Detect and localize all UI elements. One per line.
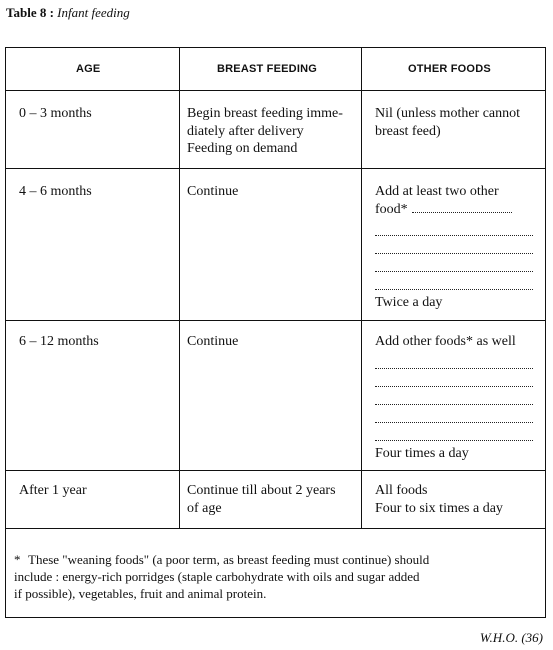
row3-other-line: Add other foods* as well: [375, 334, 516, 349]
row1-breast-line: diately after delivery: [187, 123, 304, 139]
row4-other-line: Four to six times a day: [375, 500, 503, 516]
row2-other-line: [375, 201, 533, 219]
fill-in-dotted-line: [375, 277, 533, 290]
fill-in-dotted-line: [412, 212, 512, 213]
fill-in-dotted-line: [375, 241, 533, 254]
row-divider: [6, 320, 545, 321]
footnote: [5, 529, 546, 618]
fill-in-dotted-line: [375, 259, 533, 272]
row2-age: 4 – 6 months: [19, 184, 92, 199]
caption-label: Table 8 :: [6, 5, 54, 20]
caption-title: Infant feeding: [57, 5, 130, 20]
row-divider: [6, 470, 545, 471]
fill-in-dotted-line: [375, 223, 533, 236]
footnote-text: These "weaning foods" (a poor term, as breast feeding must continue) should: [28, 552, 430, 567]
row1-other-line: Nil (unless mother cannot: [375, 106, 521, 121]
table-caption: [6, 5, 130, 21]
footnote-line: include : energy-rich porridges (staple carbohydrate with oils and sugar added: [14, 569, 420, 584]
row4-breast: [187, 482, 336, 517]
header-age: AGE: [76, 63, 101, 75]
row2-breast: Continue: [187, 184, 239, 199]
infant-feeding-table: [5, 47, 546, 529]
row3-breast: Continue: [187, 334, 239, 349]
row4-other-line: All foods: [375, 483, 428, 498]
row-divider: [6, 168, 545, 169]
fill-in-dotted-line: [375, 392, 533, 405]
row1-breast: [187, 105, 343, 158]
fill-in-dotted-line: [375, 374, 533, 387]
row4-other: [375, 482, 503, 517]
column-divider: [361, 48, 362, 528]
row2-other-food: food*: [375, 201, 408, 217]
fill-in-dotted-line: [375, 356, 533, 369]
row2-other: [375, 183, 533, 312]
fill-in-dotted-line: [375, 410, 533, 423]
header-other-foods: OTHER FOODS: [408, 63, 491, 75]
row2-other-line: Add at least two other: [375, 184, 499, 199]
fill-in-dotted-line: [375, 428, 533, 441]
row3-other-frequency: Four times a day: [375, 445, 469, 461]
header-divider: [6, 90, 545, 91]
row1-breast-line: Feeding on demand: [187, 141, 298, 156]
row3-age: 6 – 12 months: [19, 334, 99, 349]
footnote-line: if possible), vegetables, fruit and animal protein.: [14, 586, 267, 601]
footnote-line: [14, 551, 533, 568]
footnote-marker: *: [14, 552, 21, 567]
source-citation: W.H.O. (36): [479, 630, 543, 645]
row4-age: After 1 year: [19, 483, 87, 498]
column-divider: [179, 48, 180, 528]
row1-breast-line: Begin breast feeding imme-: [187, 106, 343, 121]
row1-other: [375, 105, 520, 140]
row1-other-line: breast feed): [375, 123, 441, 139]
header-breast-feeding: BREAST FEEDING: [217, 63, 317, 75]
row4-breast-line: Continue till about 2 years: [187, 483, 336, 498]
row4-breast-line: of age: [187, 500, 222, 516]
row3-other: [375, 333, 533, 462]
row1-age: 0 – 3 months: [19, 106, 92, 121]
row2-other-frequency: Twice a day: [375, 295, 443, 310]
